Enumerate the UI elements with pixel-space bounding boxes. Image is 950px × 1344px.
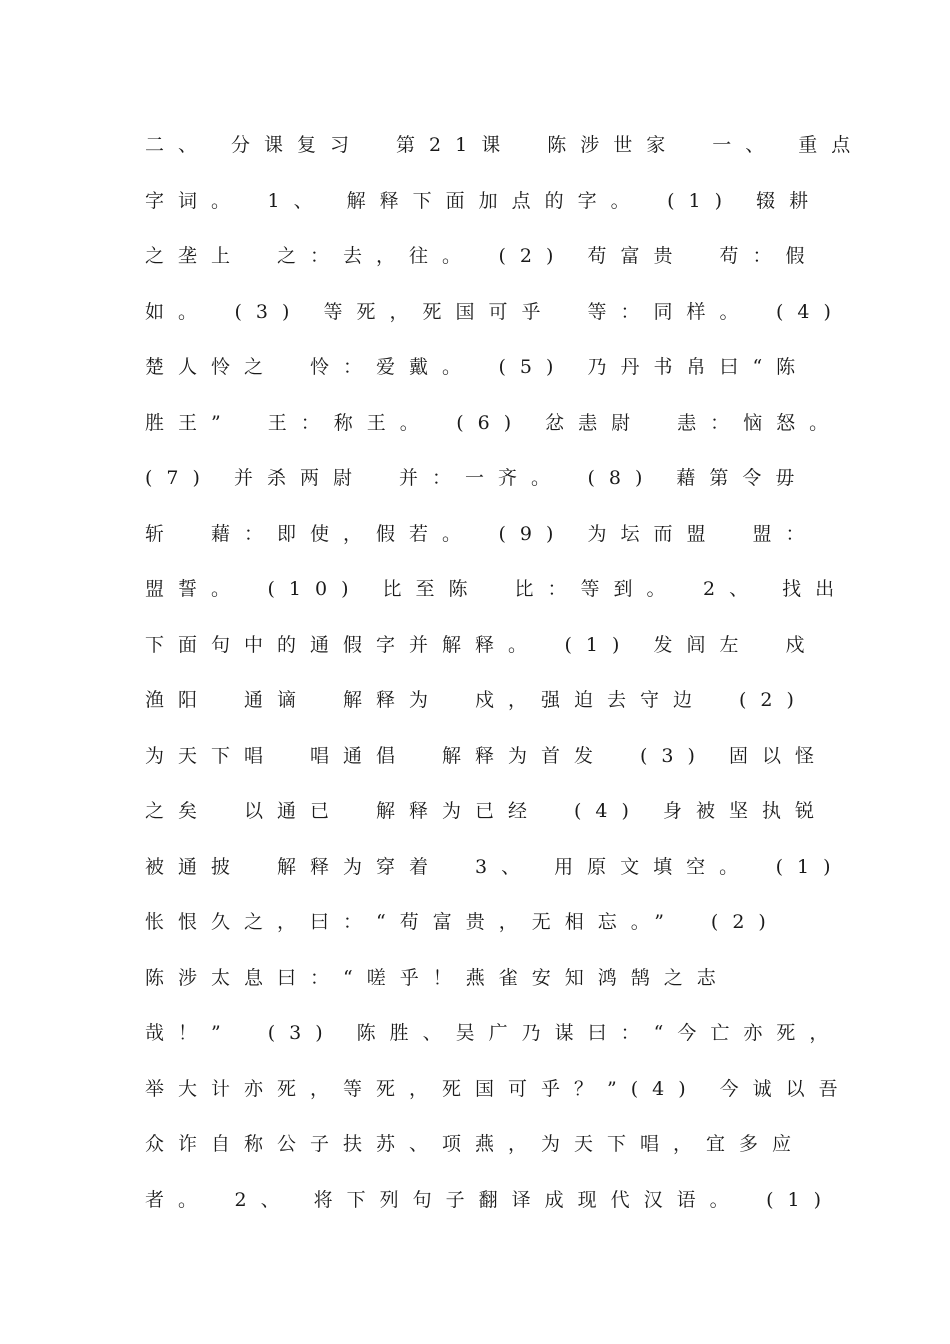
text-line-2: 字词。 1、 解释下面加点的字。 (1) 辍耕 (145, 189, 823, 212)
text-line-6: 胜王” 王：称王。 (6) 忿恚尉 恚：恼怒。 (145, 411, 843, 434)
text-line-14: 被通披 解释为穿着 3、 用原文填空。 (1) (145, 855, 845, 878)
text-line-5: 楚人怜之 怜：爱戴。 (5) 乃丹书帛曰“陈 (145, 356, 810, 378)
text-line-1: 二、 分课复习 第21课 陈涉世家 一、 重点 (145, 134, 865, 156)
text-line-17: 哉！” (3) 陈胜、吴广乃谋曰：“今亡亦死， (145, 1022, 843, 1044)
text-line-9: 盟誓。 (10) 比至陈 比：等到。 2、 找出 (145, 578, 849, 600)
text-line-4: 如。 (3) 等死，死国可乎 等：同样。 (4) (145, 300, 845, 323)
text-line-19: 众诈自称公子扶苏、项燕，为天下唱，宜多应 (145, 1133, 806, 1155)
body-text (145, 118, 865, 1228)
text-line-3: 之垄上 之：去，往。 (2) 苟富贵 苟：假 (145, 245, 819, 267)
text-line-16: 陈涉太息曰：“嗟乎！燕雀安知鸿鹄之志 (145, 966, 730, 989)
text-line-11: 渔阳 通谪 解释为 戍，强迫去守边 (2) (145, 689, 808, 711)
text-line-13: 之矣 以通已 解释为已经 (4) 身被坚执锐 (145, 800, 828, 822)
text-line-12: 为天下唱 唱通倡 解释为首发 (3) 固以怪 (145, 744, 828, 767)
text-line-7: (7) 并杀两尉 并：一齐。 (8) 藉第令毋 (145, 467, 809, 489)
text-line-18: 举大计亦死，等死，死国可乎？”(4) 今诚以吾 (145, 1077, 852, 1100)
text-line-20: 者。 2、 将下列句子翻译成现代汉语。 (1) (145, 1188, 836, 1211)
text-line-8: 斩 藉：即使，假若。 (9) 为坛而盟 盟： (145, 522, 819, 545)
text-line-10: 下面句中的通假字并解释。 (1) 发闾左 戍 (145, 633, 819, 656)
text-line-15: 怅恨久之，曰：“苟富贵，无相忘。” (2) (145, 911, 780, 933)
